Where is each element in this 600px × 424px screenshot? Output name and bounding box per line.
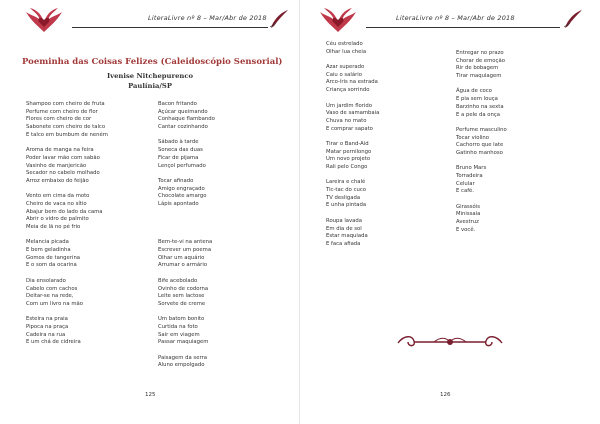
poem-line: Açúcar queimando	[158, 108, 208, 115]
poem-line: Secador no cabelo molhado	[26, 170, 100, 177]
poem-column-1	[26, 101, 108, 347]
poem-line: E a pele da onça	[456, 111, 501, 118]
poem-line: Curtida na foto	[158, 323, 198, 330]
header-text: LiteraLivre nº 8 – Mar/Abr de 2018	[396, 14, 515, 22]
flourish-ornament	[394, 333, 506, 351]
poem-line: Avestruz	[456, 219, 479, 226]
poem-line: Entregar no prazo	[456, 50, 504, 56]
poem-line: Esteira na praia	[26, 316, 68, 323]
stanza-break	[158, 170, 215, 178]
poem-line: Com um livro na mão	[26, 300, 83, 307]
quill-pen-icon	[562, 9, 584, 29]
poem-line: Em dia de sol	[326, 225, 362, 232]
poem-line: Olhar um aquário	[158, 254, 205, 261]
poem-line: Torradeira	[456, 173, 483, 179]
poem-line: Sábado à tarde	[158, 139, 199, 146]
poem-column-2	[456, 50, 507, 235]
poem-line: Cheiro de vaca no sítio	[26, 200, 87, 207]
poem-line: Roupa lavada	[326, 217, 363, 224]
poem-line: Ovinho de codorna	[158, 285, 209, 292]
poem-line: Shampoo com cheiro de fruta	[26, 101, 105, 107]
poem-line: Flores com cheiro de cor	[26, 116, 92, 123]
winged-heart-logo	[314, 6, 362, 34]
stanza-break	[326, 95, 379, 103]
poem-column-1	[326, 41, 379, 249]
poem-line: Gatinho manhoso	[456, 149, 503, 156]
right-page	[300, 0, 600, 424]
stanza-break	[26, 270, 108, 278]
poem-line: Barzinho na sexta	[456, 103, 504, 110]
poem-line: Perfume com cheiro de flor	[26, 108, 98, 115]
poem-line: E comprar sapato	[326, 125, 373, 132]
poem-line: E o som da ocarina	[26, 262, 77, 269]
poem-line: E você.	[456, 226, 476, 233]
poem-line: Vasinho de manjericão	[26, 162, 87, 169]
poem-line: Um jardim florido	[326, 102, 373, 109]
poem-line: Sorvete de creme	[158, 300, 206, 307]
poem-line: Lençol perfumado	[158, 162, 206, 169]
poem-line: Cabelo com cachos	[26, 285, 78, 292]
stanza-break	[326, 56, 379, 64]
stanza-break	[158, 216, 215, 224]
poem-line: Sair em viagem	[158, 331, 200, 338]
author-name: Ivenise Nitchepurenco	[106, 72, 194, 80]
poem-line: Bruno Mars	[456, 165, 487, 172]
poem-line: Um novo projeto	[326, 156, 371, 163]
poem-line: Arco-íris na estrada	[326, 79, 378, 86]
poem-line: Arroz embaixo do feijão	[26, 177, 89, 184]
poem-column-2	[158, 101, 215, 370]
stanza-break	[158, 270, 215, 278]
stanza-break	[456, 119, 507, 127]
poem-line: Poder lavar mão com sabão	[26, 154, 100, 161]
poem-line: Vento em cima da moto	[26, 193, 90, 200]
header-text: LiteraLivre nº 8 – Mar/Abr de 2018	[148, 14, 267, 22]
poem-line: Cachorro que late	[456, 142, 504, 149]
poem-line: Sabonete com cheiro de talco	[26, 124, 106, 131]
stanza-break	[158, 209, 215, 217]
poem-line: Dia ensolarado	[26, 277, 66, 284]
poem-line: E faca afiada	[326, 240, 361, 247]
poem-line: Tic-tac do cuco	[326, 187, 366, 194]
poem-line: Tirar maquiagem	[456, 73, 502, 80]
stanza-break	[26, 139, 108, 147]
poem-line: Paisagem da serra	[158, 354, 207, 361]
poem-line: Céu estrelado	[326, 41, 363, 47]
poem-line: Lareira e chalé	[326, 179, 366, 186]
stanza-break	[456, 196, 507, 204]
poem-line: Leite sem lactose	[158, 293, 205, 300]
poem-line: Arrumar o armário	[158, 262, 208, 269]
poem-line: Aluno empolgado	[158, 362, 205, 369]
poem-line: Conhaque flambando	[158, 116, 215, 123]
poem-line: Aroma de manga na feira	[26, 147, 94, 154]
page-number: 126	[440, 392, 451, 398]
stanza-break	[456, 158, 507, 166]
poem-line: Escrever um poema	[158, 247, 212, 254]
poem-line: Melancia picada	[26, 239, 69, 246]
poem-line: Água de coco	[456, 88, 492, 95]
poem-line: Meia de lã no pé frio	[26, 224, 81, 230]
poem-line: E pia sem louça	[456, 96, 498, 103]
stanza-break	[326, 210, 379, 218]
stanza-break	[26, 232, 108, 240]
poem-line: Ficar de pijama	[158, 154, 199, 161]
poem-line: Minissaia	[456, 211, 481, 218]
poem-line: TV desligada	[326, 194, 361, 201]
stanza-break	[158, 224, 215, 232]
poem-line: Abajur bem do lado da cama	[26, 208, 103, 215]
poem-line: Soneca das duas	[158, 147, 203, 154]
poem-line: Passar maquiagem	[158, 339, 209, 346]
stanza-break	[158, 309, 215, 317]
poem-line: E unha pintada	[326, 202, 367, 209]
poem-line: Perfume masculino	[456, 126, 507, 133]
poem-line: Celular	[456, 180, 475, 187]
poem-line: Amigo engraçado	[158, 185, 205, 192]
poem-line: E bem geladinha	[26, 247, 71, 254]
author-place: Paulínia/SP	[128, 82, 172, 90]
poem-line: E talco em bumbum de neném	[26, 131, 108, 138]
poem-line: Cantar cozinhando	[158, 124, 208, 131]
poem-line: Matar pernilongo	[326, 148, 372, 155]
poem-line: Lápis apontado	[158, 200, 199, 207]
stanza-break	[26, 186, 108, 194]
poem-line: Chocolate amargo	[158, 193, 207, 200]
quill-pen-icon	[268, 9, 290, 29]
poem-line: Chorar de emoção	[456, 57, 505, 64]
poem-line: Caiu o salário	[326, 71, 362, 78]
poem-line: Girassóis	[456, 203, 480, 210]
stanza-break	[26, 309, 108, 317]
poem-line: Tirar o Band-Aid	[326, 140, 369, 147]
poem-line: Pipoca na praça	[26, 323, 69, 330]
poem-line: Olhar lua cheia	[326, 48, 367, 55]
poem-line: Rir de bobagem	[456, 65, 499, 72]
poem-line: Bife acebolado	[158, 277, 198, 284]
poem-line: Bem-te-vi na antena	[158, 239, 213, 246]
poem-title: Poeminha das Coisas Felizes (Caleidoscópio Sensorial)	[22, 57, 283, 67]
page-number: 125	[145, 392, 156, 398]
poem-line: Criança sorrindo	[326, 87, 370, 94]
winged-heart-logo	[20, 6, 68, 34]
poem-line: E um chá de cidreira	[26, 339, 81, 346]
stanza-break	[158, 347, 215, 355]
poem-line: Chuva no mato	[326, 117, 367, 124]
poem-line: Azar superado	[326, 64, 365, 71]
poem-line: Bacon fritando	[158, 101, 197, 107]
stanza-break	[326, 133, 379, 141]
poem-line: Estar maquiada	[326, 233, 368, 240]
poem-line: E café.	[456, 188, 474, 195]
stanza-break	[158, 232, 215, 240]
poem-line: Vaso de samambaia	[326, 110, 380, 117]
poem-line: Tocar afinado	[158, 177, 194, 184]
poem-line: Deitar-se na rede,	[26, 293, 74, 300]
poem-line: Tocar violino	[456, 134, 489, 141]
poem-line: Cadeira na rua	[26, 331, 66, 338]
poem-line: Gomos de tangerina	[26, 254, 81, 261]
poem-line: Um batom bonito	[158, 316, 205, 323]
poem-line: Rali pelo Congo	[326, 164, 368, 170]
poem-line: Abrir o vidro de palmito	[26, 216, 89, 223]
